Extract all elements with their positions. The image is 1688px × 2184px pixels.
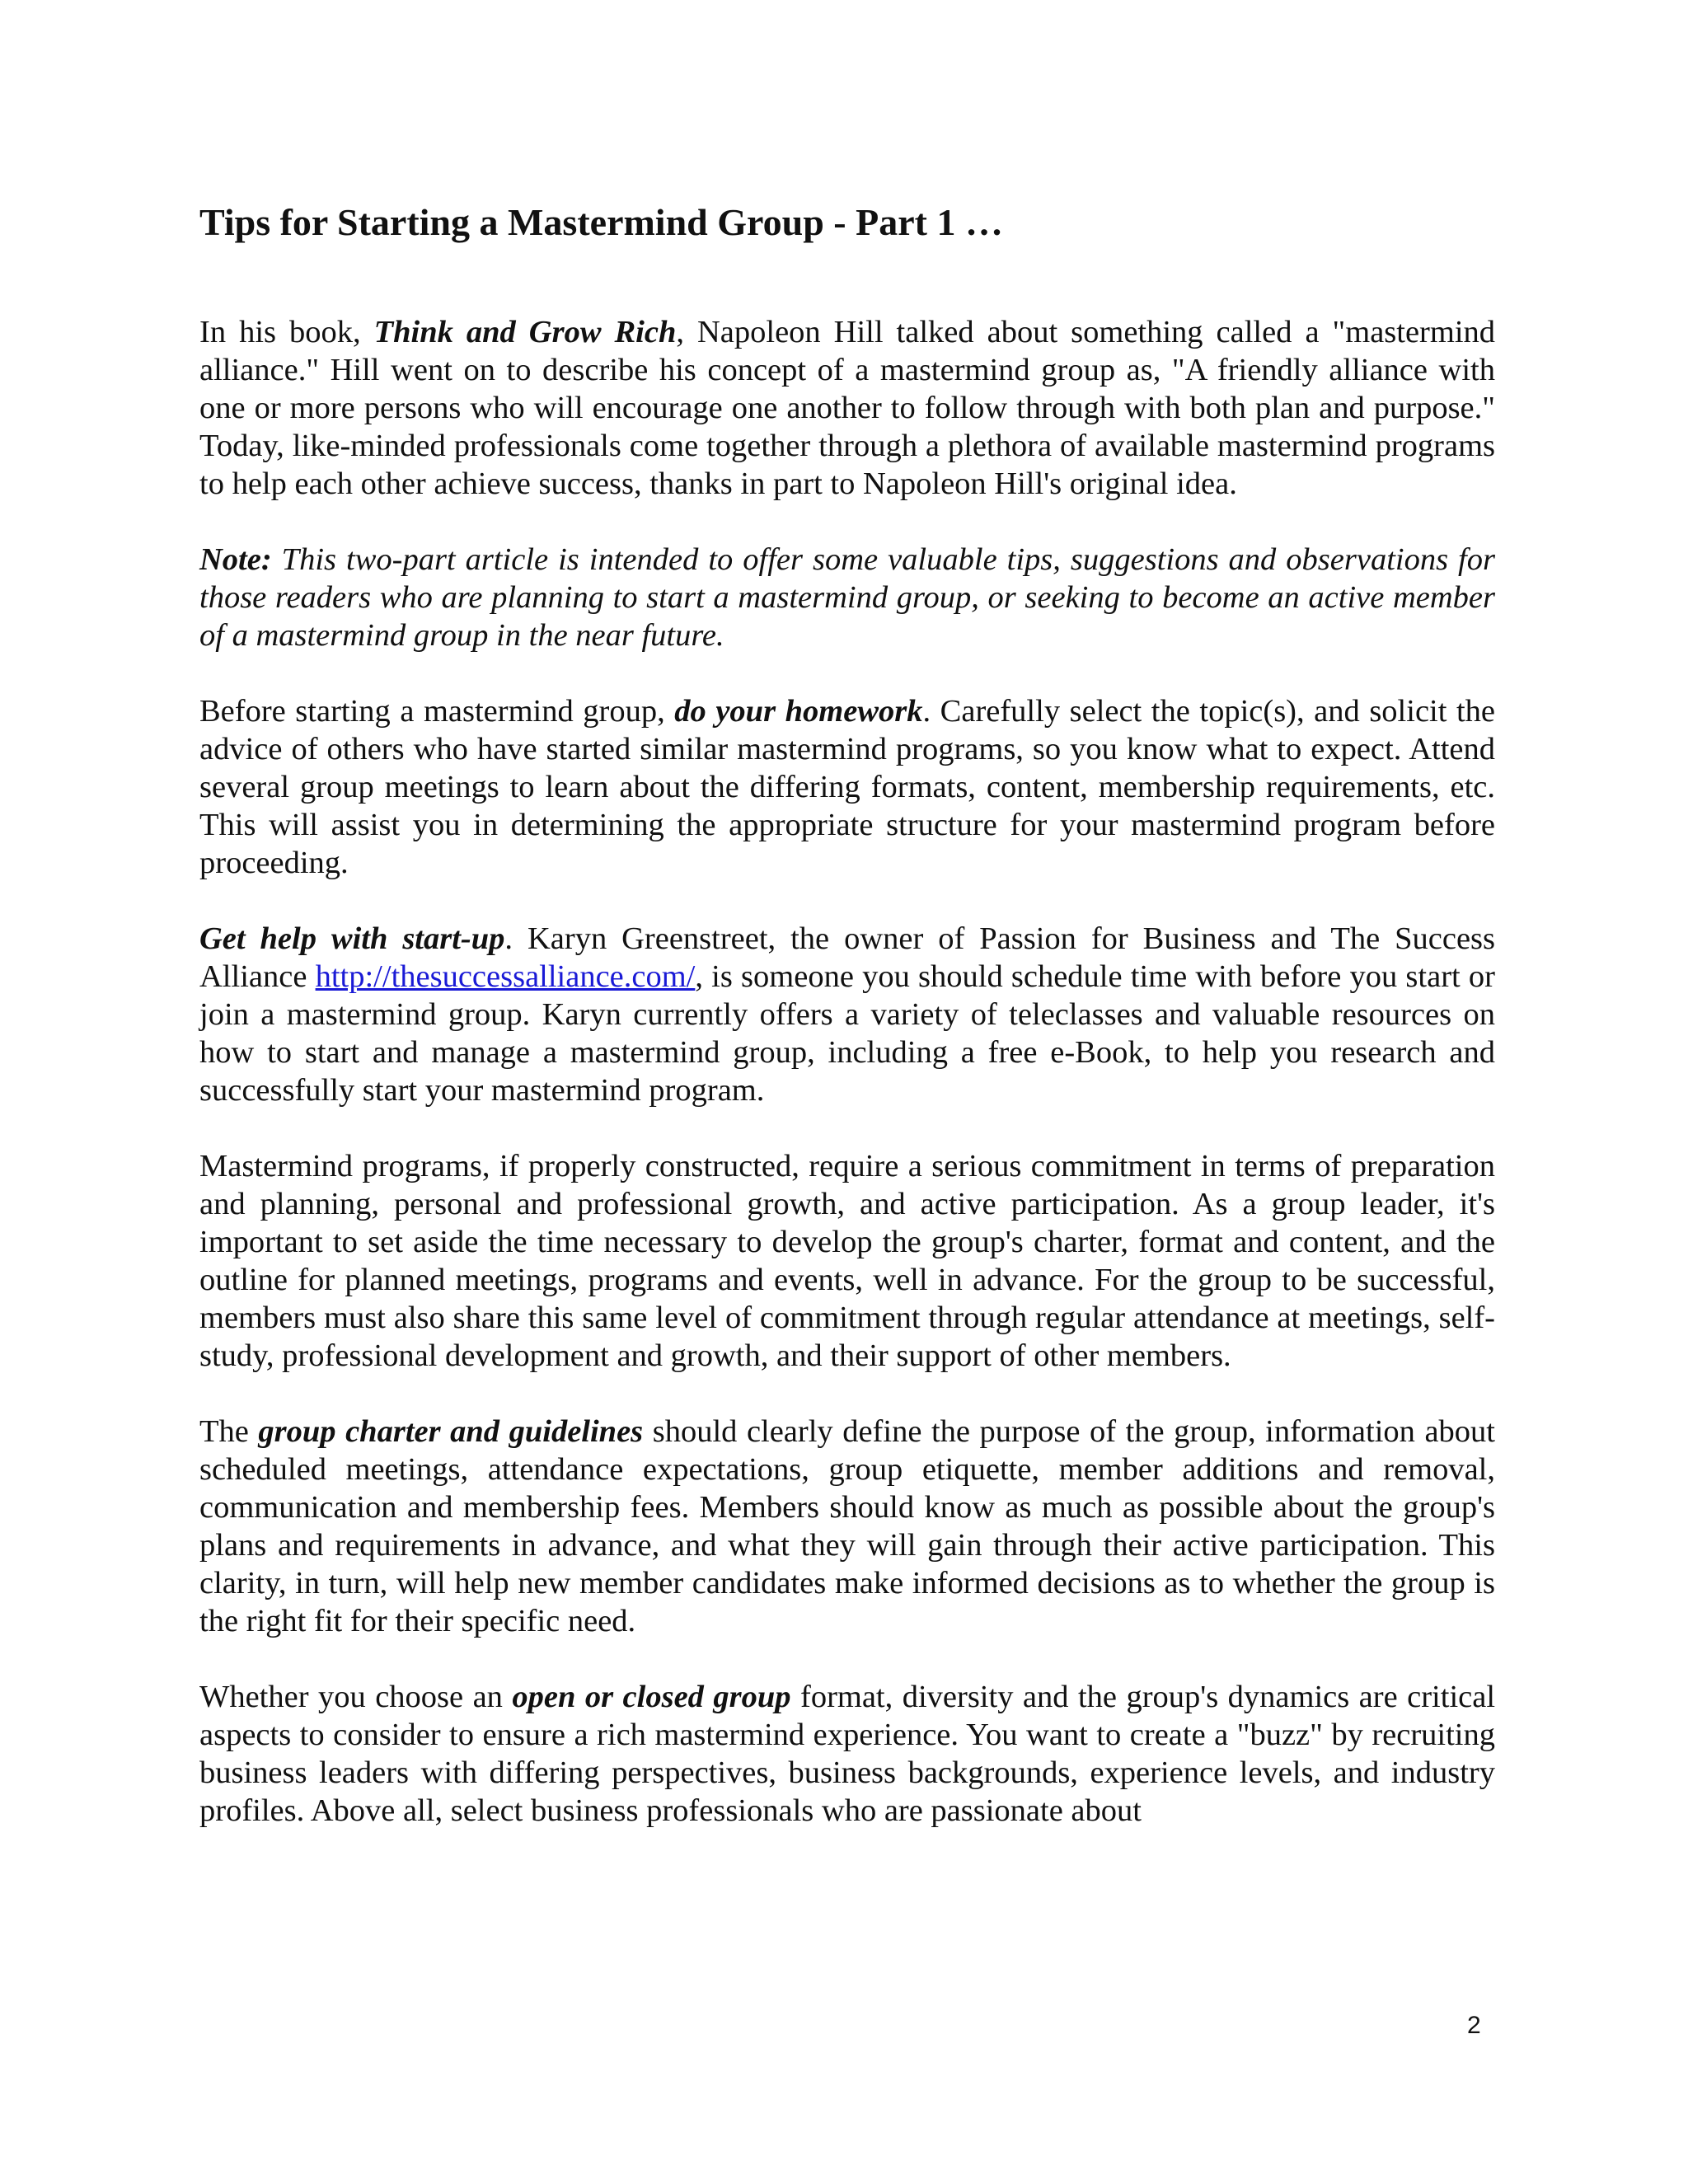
paragraph-startup-help [199,920,1495,1109]
text-run: Mastermind programs, if properly constructed, require a serious commitment in terms of preparation and planning, personal and professional growth, and active participation. As a group leader, it's important to set aside the time necessary to develop the group's charter, format and content, and the outline for planned meetings, programs and events, well in advance. For the group to be successful, members must also share this same level of commitment through regular attendance at meetings, self-study, professional development and growth, and their support of other members. [199,1149,1495,1373]
note-label: Note: [199,542,272,577]
text-run: . Karyn Greenstreet, the owner of Passion for Business and The Success Alliance [199,921,1495,994]
text-run: The [199,1414,259,1449]
text-run: format, diversity and the group's dynamics are critical aspects to consider to ensure a rich mastermind experience. You want to create a "buzz" by recruiting business leaders with differing perspectives, business backgrounds, experience levels, and industry profiles. Above all, select business professionals who are passionate about [199,1680,1496,1828]
text-run: Before starting a mastermind group, [199,694,675,729]
text-run: should clearly define the purpose of the group, information about scheduled meetings, attendance expectations, group etiquette, member additions and removal, communication and membership fees. Members should know as much as possible about the group's plans and requirements in advance, and what they will gain through their active participation. This clarity, in turn, will help new member candidates make informed decisions as to whether the group is the right fit for their specific need. [199,1414,1495,1638]
article-body [199,313,1495,1868]
book-title: Think and Grow Rich [373,315,677,349]
text-run: , Napoleon Hill talked about something called a "mastermind alliance." Hill went on to describe his concept of a mastermind group as, "A friendly alliance with one or more persons who will encourage one another to follow through with both plan and purpose." Today, like-minded professionals come together through a plethora of available mastermind programs to help each other achieve success, thanks in part to Napoleon Hill's original idea. [199,315,1496,501]
paragraph-intro [199,313,1495,503]
text-run: , is someone you should schedule time with before you start or join a mastermind group. Karyn currently offers a variety of teleclasses and valuable resources on how to start and manage a mastermind group, including a free e-Book, to help you research and successfully start your mastermind program. [199,959,1495,1108]
paragraph-commitment [199,1147,1495,1375]
text-run: . Carefully select the topic(s), and solicit the advice of others who have started similar mastermind programs, so you know what to expect. Attend several group meetings to learn about the differing formats, content, membership requirements, etc. This will assist you in determining the appropriate structure for your mastermind program before proceeding. [199,694,1496,880]
text-run: This two-part article is intended to offer some valuable tips, suggestions and observations for those readers who are planning to start a mastermind group, or seeking to become an active member of a mastermind group in the near future. [199,542,1495,653]
paragraph-charter [199,1413,1495,1640]
page-title: Tips for Starting a Mastermind Group - Part 1 … [199,201,1003,243]
emphasis-startup: Get help with start-up [199,921,505,956]
paragraph-note [199,541,1495,654]
text-run: In his book, [199,315,374,349]
paragraph-homework [199,692,1495,882]
paragraph-group-format [199,1678,1495,1830]
emphasis-charter: group charter and guidelines [258,1414,644,1449]
page-number: 2 [1467,2012,1481,2039]
text-run: Whether you choose an [199,1680,513,1714]
success-alliance-link[interactable]: http://thesuccessalliance.com/ [315,959,696,994]
emphasis-open-closed: open or closed group [512,1680,791,1714]
emphasis-homework: do your homework [674,694,923,729]
